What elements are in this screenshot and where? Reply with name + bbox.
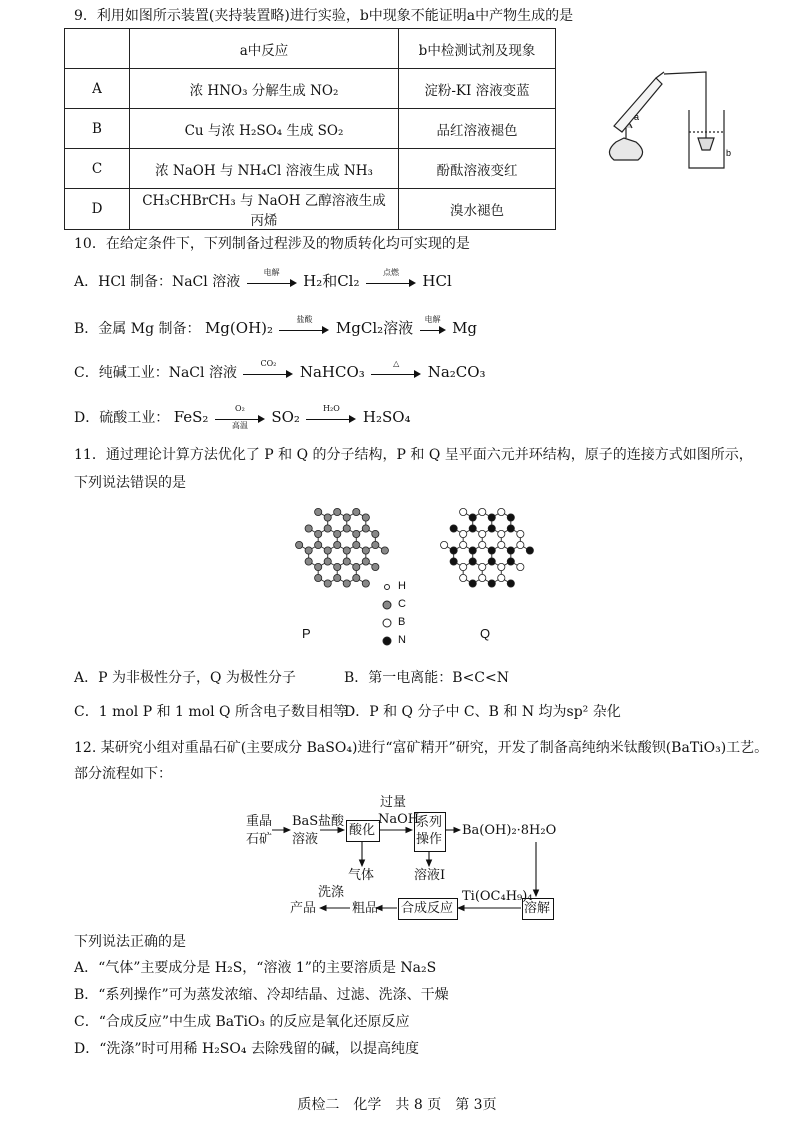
atom (381, 547, 388, 554)
arrow-condition: 点燃 (382, 268, 399, 277)
atom (479, 530, 486, 537)
q10-option-a (74, 268, 452, 292)
row-reaction: 浓 NaOH 与 NH₄Cl 溶液生成 NH₃ (130, 149, 399, 189)
arrow-condition: 电解 (424, 315, 441, 324)
atom (343, 580, 350, 587)
legend-n: N (398, 634, 406, 646)
q11-option-d: D．P 和 Q 分子中 C、B 和 N 均为sp² 杂化 (344, 704, 621, 720)
table-header-blank (65, 29, 130, 69)
label-p: P (302, 626, 311, 641)
reaction-arrow (279, 315, 329, 336)
product: SO₂ (271, 408, 300, 426)
legend-h-marker (385, 585, 390, 590)
atom (353, 574, 360, 581)
q11-option-b: B．第一电离能：B<C<N (344, 670, 509, 686)
fig-label-b: b (726, 148, 732, 158)
atom (305, 525, 312, 532)
atom (450, 558, 457, 565)
atom (498, 508, 505, 515)
reaction-arrow (215, 404, 265, 430)
reactant: Mg(OH)₂ (204, 319, 274, 337)
atom (334, 530, 341, 537)
atom (498, 530, 505, 537)
atom (353, 530, 360, 537)
test-tube (614, 78, 662, 132)
atom (517, 563, 524, 570)
atom (488, 547, 495, 554)
row-label: A (65, 69, 130, 109)
legend-b-marker (383, 619, 391, 627)
flow-ops-2: 操作 (416, 832, 443, 847)
atom (305, 547, 312, 554)
q10-stem: 10．在给定条件下，下列制备过程涉及的物质转化均可实现的是 (74, 236, 470, 252)
arrow-condition-below: 高温 (231, 421, 248, 430)
atom (460, 508, 467, 515)
atom (469, 514, 476, 521)
flow-crude: 粗品 (352, 901, 379, 916)
atom (460, 530, 467, 537)
flow-ore-1: 重晶 (246, 814, 273, 829)
atom (488, 558, 495, 565)
q9-stem: 9．利用如图所示装置(夹持装置略)进行实验，b中现象不能证明a中产物生成的是 (74, 8, 574, 24)
product: MgCl₂溶液 (335, 319, 414, 337)
atom (362, 525, 369, 532)
label-q: Q (480, 626, 491, 641)
row-reaction: CH₃CHBrCH₃ 与 NaOH 乙醇溶液生成丙烯 (130, 189, 399, 230)
atom (479, 563, 486, 570)
table-header-reaction: a中反应 (130, 29, 399, 69)
row-label: B (65, 109, 130, 149)
atom (353, 508, 360, 515)
arrow-condition: 电解 (263, 268, 280, 277)
atom (343, 558, 350, 565)
atom (517, 530, 524, 537)
molecule-figure (262, 500, 562, 640)
reaction-arrow (243, 359, 293, 380)
atom (315, 530, 322, 537)
atom (507, 514, 514, 521)
atom (469, 558, 476, 565)
reaction-arrow (247, 268, 297, 289)
product: NaHCO₃ (299, 363, 365, 381)
q10-option-c (74, 359, 486, 383)
flow-ops-1: 系列 (416, 815, 443, 830)
atom (469, 580, 476, 587)
q11-stem-line1: 11．通过理论计算方法优化了 P 和 Q 的分子结构，P 和 Q 呈平面六元并环结构，原子的连接方式如图所示， (74, 447, 753, 463)
flow-bas-1: BaS (292, 814, 319, 829)
atom (460, 563, 467, 570)
reaction-arrow (420, 315, 446, 336)
atom (450, 547, 457, 554)
atom (324, 547, 331, 554)
flow-dissolve: 溶解 (524, 901, 551, 916)
flow-solution-1: 溶液Ⅰ (414, 868, 446, 883)
atom (372, 541, 379, 548)
q12-option-c: C．“合成反应”中生成 BaTiO₃ 的反应是氧化还原反应 (74, 1014, 410, 1030)
atom (372, 530, 379, 537)
atom (334, 563, 341, 570)
atom (507, 525, 514, 532)
flow-bas-2: 溶液 (292, 832, 319, 847)
product: H₂SO₄ (362, 408, 411, 426)
q12-stem-line2: 部分流程如下： (74, 766, 172, 782)
table-row (65, 189, 556, 230)
row-detect: 淀粉-KI 溶液变蓝 (399, 69, 556, 109)
atom (498, 574, 505, 581)
atom (334, 574, 341, 581)
molecule-p (296, 508, 389, 587)
atom (315, 563, 322, 570)
alcohol-lamp (609, 138, 642, 160)
flow-product: 产品 (290, 901, 317, 916)
q12-option-a: A．“气体”主要成分是 H₂S，“溶液 1”的主要溶质是 Na₂S (74, 960, 437, 976)
atom (362, 514, 369, 521)
atom (488, 580, 495, 587)
product: H₂和Cl₂ (303, 272, 360, 290)
flow-wash: 洗涤 (318, 885, 345, 900)
table-row (65, 149, 556, 189)
legend-h: H (398, 580, 406, 592)
arrow-condition: O₂ (235, 404, 245, 413)
option-prefix: D．硫酸工业： (74, 410, 170, 426)
atom (362, 558, 369, 565)
option-prefix: B．金属 Mg 制备： (74, 321, 201, 337)
row-detect: 酚酞溶液变红 (399, 149, 556, 189)
atom (334, 508, 341, 515)
atom (498, 563, 505, 570)
legend-n-marker (383, 637, 391, 645)
flow-acid: 酸化 (349, 823, 376, 838)
flow-arrows (240, 790, 570, 930)
q12-stem-line3: 下列说法正确的是 (74, 934, 186, 950)
atom (479, 541, 486, 548)
flow-ore-2: 石矿 (246, 832, 273, 847)
atom (507, 558, 514, 565)
atom (362, 547, 369, 554)
legend-c: C (398, 598, 406, 610)
row-label: C (65, 149, 130, 189)
table-row (65, 109, 556, 149)
atom (488, 514, 495, 521)
atom (488, 525, 495, 532)
atom (479, 508, 486, 515)
flow-synth: 合成反应 (401, 901, 454, 916)
product: HCl (422, 272, 452, 290)
table-header-detect: b中检测试剂及现象 (399, 29, 556, 69)
atom (296, 541, 303, 548)
arrow-condition: H₂O (323, 404, 340, 413)
q11-option-c: C．1 mol P 和 1 mol Q 所含电子数目相等 (74, 704, 347, 720)
atom (324, 580, 331, 587)
atom (324, 525, 331, 532)
flow-gas: 气体 (348, 868, 375, 883)
atom (460, 541, 467, 548)
flow-ti: Ti(OC₄H₉)₄ (462, 889, 533, 904)
reaction-arrow (371, 359, 421, 380)
arrow-condition: 盐酸 (296, 315, 313, 324)
q10-option-b (74, 315, 478, 339)
atom (324, 514, 331, 521)
atom (324, 558, 331, 565)
fig-label-a: a (634, 112, 640, 122)
atom (469, 525, 476, 532)
option-prefix: C．纯碱工业：NaCl 溶液 (74, 365, 237, 381)
row-reaction: 浓 HNO₃ 分解生成 NO₂ (130, 69, 399, 109)
flow-excess-2: NaOH (378, 812, 420, 827)
product: Na₂CO₃ (427, 363, 486, 381)
row-detect: 溴水褪色 (399, 189, 556, 230)
legend-b: B (398, 616, 406, 628)
row-reaction: Cu 与浓 H₂SO₄ 生成 SO₂ (130, 109, 399, 149)
flow-hcl: 盐酸 (318, 814, 345, 829)
flow-baoh: Ba(OH)₂·8H₂O (462, 823, 557, 838)
q9-table (64, 28, 556, 230)
atom (526, 547, 533, 554)
atom (334, 541, 341, 548)
q11-option-a: A．P 为非极性分子，Q 为极性分子 (74, 670, 296, 686)
atom (362, 580, 369, 587)
table-row (65, 69, 556, 109)
atom (517, 541, 524, 548)
atom (315, 574, 322, 581)
table-row (65, 29, 556, 69)
reaction-arrow (306, 404, 356, 425)
q11-stem-line2: 下列说法错误的是 (74, 475, 186, 491)
molecule-q (441, 508, 534, 587)
q10-option-d (74, 404, 411, 430)
atom (315, 508, 322, 515)
q12-option-b: B．“系列操作”可为蒸发浓缩、冷却结晶、过滤、洗涤、干燥 (74, 987, 449, 1003)
atom (479, 574, 486, 581)
q12-stem-line1: 12. 某研究小组对重晶石矿(主要成分 BaSO₄)进行“富矿精开”研究，开发了制备高纯纳米钛酸钡(BaTiO₃)工艺。 (74, 740, 769, 756)
q12-option-d: D．“洗涤”时可用稀 H₂SO₄ 去除残留的碱，以提高纯度 (74, 1041, 419, 1057)
legend-markers (380, 580, 394, 650)
atom (469, 547, 476, 554)
atom (441, 541, 448, 548)
atom (450, 525, 457, 532)
arrow-condition: △ (393, 359, 400, 368)
apparatus-figure (594, 70, 734, 180)
atom (507, 547, 514, 554)
atom (343, 514, 350, 521)
atom (353, 563, 360, 570)
flow-excess-1: 过量 (380, 795, 407, 810)
atom (507, 580, 514, 587)
legend-c-marker (383, 601, 391, 609)
option-prefix: A．HCl 制备：NaCl 溶液 (74, 274, 241, 290)
row-detect: 品红溶液褪色 (399, 109, 556, 149)
atom (498, 541, 505, 548)
reaction-arrow (366, 268, 416, 289)
atom (343, 547, 350, 554)
page-footer: 质检二 化学 共 8 页 第 3页 (297, 1097, 497, 1113)
atom (353, 541, 360, 548)
atom (343, 525, 350, 532)
row-label: D (65, 189, 130, 230)
product: Mg (452, 319, 478, 337)
atom (460, 574, 467, 581)
atom (372, 563, 379, 570)
atom (305, 558, 312, 565)
reactant: FeS₂ (173, 408, 209, 426)
arrow-condition: CO₂ (260, 359, 277, 368)
atom (315, 541, 322, 548)
